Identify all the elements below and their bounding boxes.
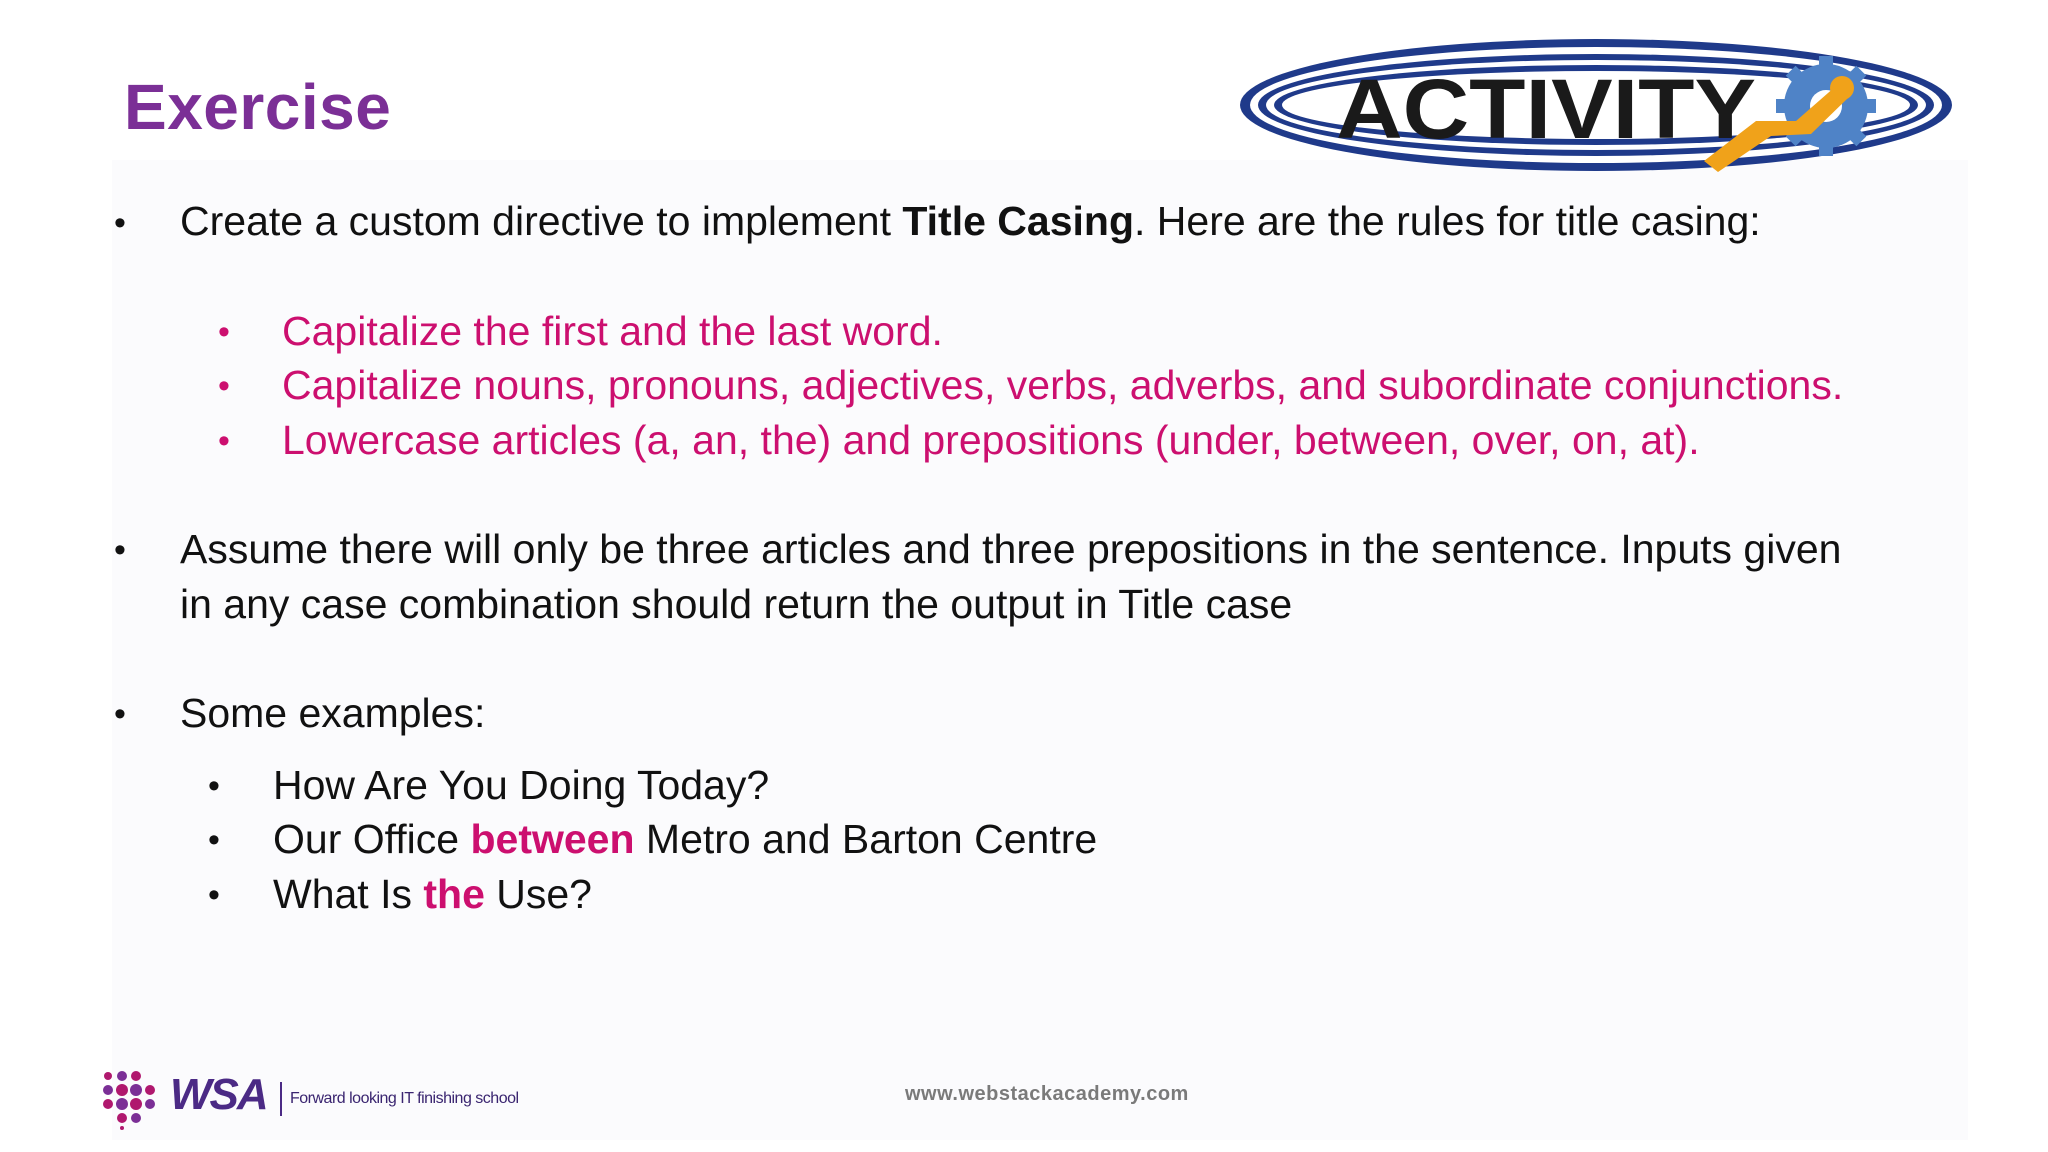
example-dot: • — [208, 821, 220, 859]
rule-item: Capitalize nouns, pronouns, adjectives, verbs, adverbs, and subordinate conjunctions. — [282, 362, 1844, 408]
bullet-1 — [180, 194, 1761, 249]
example-highlight: the — [423, 871, 485, 917]
bullet-2-line2: in any case combination should return the output in Title case — [180, 581, 1293, 627]
logo-text: WSA — [170, 1070, 267, 1119]
example-dot: • — [208, 767, 220, 805]
example-dot: • — [208, 876, 220, 914]
bullet-1-suffix: . Here are the rules for title casing: — [1134, 198, 1761, 244]
rule-dot: • — [218, 367, 230, 405]
bullet-dot: • — [114, 695, 126, 733]
activity-badge — [1236, 36, 1956, 174]
wsa-logo — [100, 1068, 540, 1132]
badge-text: ACTIVITY — [1336, 62, 1756, 156]
bullet-dot: • — [114, 531, 126, 569]
bullet-2-line1: Assume there will only be three articles and three prepositions in the sentence. Inputs given — [180, 526, 1842, 572]
example-suffix: Use? — [484, 871, 592, 917]
example-item: How Are You Doing Today? — [273, 762, 770, 808]
slide-title: Exercise — [124, 71, 392, 143]
bullet-3: Some examples: — [180, 690, 486, 736]
logo-tagline: Forward looking IT finishing school — [290, 1090, 519, 1107]
example-suffix: Metro and Barton Centre — [634, 816, 1098, 862]
example-item — [273, 812, 1097, 867]
rule-item: Lowercase articles (a, an, the) and prepositions (under, between, over, on, at). — [282, 417, 1700, 463]
example-prefix: What Is — [273, 871, 424, 917]
rule-item: Capitalize the first and the last word. — [282, 308, 943, 354]
logo-separator — [280, 1082, 282, 1116]
bullet-dot: • — [114, 204, 126, 242]
example-item — [273, 867, 592, 922]
example-prefix: Our Office — [273, 816, 471, 862]
rule-dot: • — [218, 422, 230, 460]
logo-dots-icon — [100, 1068, 162, 1130]
bullet-1-bold: Title Casing — [902, 198, 1134, 244]
bullet-1-prefix: Create a custom directive to implement — [180, 198, 903, 244]
footer-url: www.webstackacademy.com — [905, 1083, 1189, 1105]
example-highlight: between — [470, 816, 635, 862]
rule-dot: • — [218, 313, 230, 351]
